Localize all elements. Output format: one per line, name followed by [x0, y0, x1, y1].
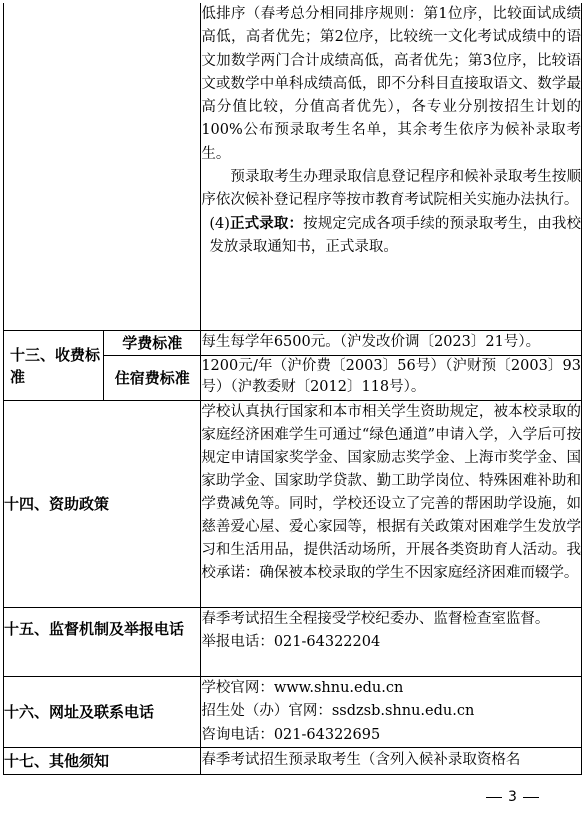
contact-label: 十六、网址及联系电话 — [4, 677, 201, 748]
table-row-aid — [4, 401, 582, 608]
admission-procedure-cell — [201, 3, 582, 331]
other-notes-text: 春季考试招生预录取考生（含列入候补录取资格名 — [201, 748, 582, 775]
table-row-admission-continued — [4, 3, 582, 331]
table-row-contact — [4, 677, 582, 748]
supervision-label: 十五、监督机制及举报电话 — [4, 608, 201, 677]
admissions-website: 招生处（办）官网：ssdzsb.shnu.edu.cn — [201, 703, 475, 720]
other-notes-label: 十七、其他须知 — [4, 748, 201, 775]
table-row-fees — [4, 331, 582, 356]
aid-policy-text: 学校认真执行国家和本市相关学生资助规定，被本校录取的家庭经济困难学生可通过“绿色通道”申请入学，入学后可按规定申请国家奖学金、国家励志奖学金、上海市奖学金、国家助学金、国家助学贷款、勤工助学岗位、特殊困难补助和学费减免等。同时，学校还设立了完善的帮困助学设施，如慈善爱心屋、爱心家园等，根据有关政策对困难学生发放学习和生活用品，提供活动场所，开展各类资助育人活动。我校承诺：确保被本校录取的学生不因家庭经济困难而辍学。 — [201, 401, 582, 608]
tuition-value: 每生每学年6500元。（沪发改价调〔2023〕21号）。 — [201, 331, 582, 356]
pre-admission-text: 预录取考生办理录取信息登记程序和候补录取考生按顺序依次候补登记程序等按市教育考试院相关实施办法执行。 — [201, 169, 581, 209]
tuition-label: 学费标准 — [104, 331, 201, 356]
formal-admission-text: (4)正式录取：按规定完成各项手续的预录取考生，由我校发放录取通知书，正式录取。 — [209, 215, 581, 255]
admission-rules-table — [3, 3, 582, 775]
report-phone: 举报电话：021-64322204 — [201, 634, 381, 651]
school-website: 学校官网：www.shnu.edu.cn — [201, 680, 404, 696]
ranking-rules-text: 低排序（春考总分相同排序规则：第1位序，比较面试成绩高低，高者优先；第2位序，比较统一文化考试成绩中的语文加数学两门合计成绩高低，高者优先；第3位序，比较语文或数学中单科成绩高低，即不分科目直接取语文、数学最高分值比较，分值高者优先），各专业分别按招生计划的100%公布预录取考生名单，其余考生依序为候补录取考生。 — [201, 6, 581, 162]
supervision-text: 春季考试招生全程接受学校纪委办、监督检查室监督。 举报电话：021-64322204 — [201, 608, 582, 677]
lodging-label: 住宿费标准 — [104, 356, 201, 401]
lodging-value: 1200元/年（沪价费〔2003〕56号）（沪财预〔2003〕93号）（沪教委财〔2012〕118号）。 — [201, 356, 582, 401]
table-row-supervision — [4, 608, 582, 677]
table-row-other — [4, 748, 582, 775]
fees-label: 十三、收费标准 — [4, 331, 104, 401]
page-number: 3 — [480, 789, 545, 805]
formal-admission-label: 正式录取： — [229, 215, 304, 232]
aid-policy-label: 十四、资助政策 — [4, 401, 201, 608]
consult-phone: 咨询电话：021-64322695 — [201, 726, 381, 743]
contact-text — [201, 677, 582, 748]
